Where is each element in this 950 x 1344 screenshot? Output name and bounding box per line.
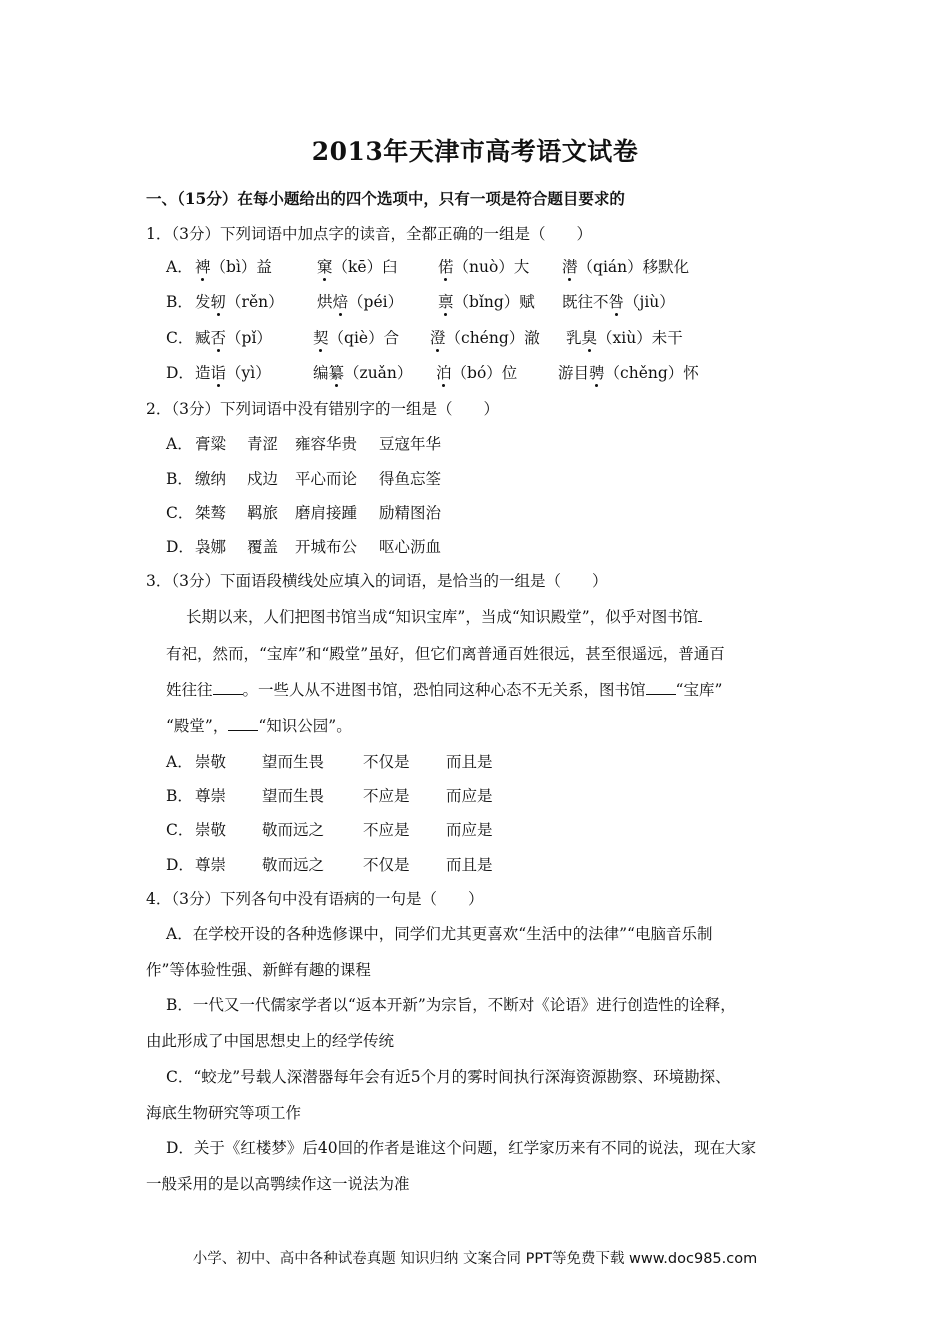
word-3: 禀（bǐng）赋 [438,293,535,311]
word-3: 偌（nuò）大 [438,258,530,276]
question-4-option-a-line-2: 作”等体验性强、新鲜有趣的课程 [146,961,371,979]
question-4-option-d-line-2: 一般采用的是以高鹗续作这一说法为准 [146,1175,410,1193]
question-2-option-c: C． 桀骜 羁旅 磨肩接踵 励精图治 [166,504,442,522]
word-2: 窠（kē）臼 [317,258,398,276]
fill-blank [698,607,702,622]
fill-blank [646,680,676,695]
question-1-option-d [166,362,699,384]
passage-line-4: “殿堂”， “知识公园”。 [166,717,352,735]
question-2-stem: 2．（3分）下列词语中没有错别字的一组是（ ） [146,400,499,418]
question-1-option-a [166,256,690,278]
option-label: C． [166,329,194,347]
passage-line-1: 长期以来，人们把图书馆当成“知识宝库”，当成“知识殿堂”，似乎对图书馆 [186,606,702,628]
word-4: 潜（qián）移默化 [562,258,690,276]
word-1: 裨（bì）益 [195,258,272,276]
question-4-option-c-line-2: 海底生物研究等项工作 [146,1104,302,1122]
question-2-option-a: A． 膏粱 青涩 雍容华贵 豆寇年华 [166,435,442,453]
word-3: 泊（bó）位 [436,364,518,382]
passage-line-3: 姓往往 。一些人从不进图书馆，恐怕同这种心态不无关系，图书馆 “宝库” [166,681,723,699]
word-4: 既往不咎（jiù） [562,293,675,311]
question-2-option-d: D． 袅娜 覆盖 开城布公 呕心沥血 [166,538,442,556]
question-4-option-a-line-1: A．在学校开设的各种选修课中，同学们尤其更喜欢“生活中的法律”“电脑音乐制 [166,925,713,943]
question-3-option-a: A． 崇敬 望而生畏 不仅是 而且是 [166,753,493,771]
question-1-option-c [166,327,683,349]
word-2: 契（qiè）合 [313,329,400,347]
word-1: 造诣（yì） [195,364,271,382]
fill-blank [213,680,243,695]
word-2: 编纂（zuǎn） [313,364,413,382]
question-1-stem: 1．（3分）下列词语中加点字的读音，全都正确的一组是（ ） [146,225,592,243]
question-2-option-b: B． 缴纳 戍边 平心而论 得鱼忘筌 [166,470,442,488]
option-label: B． [166,293,193,311]
question-3-option-b: B． 尊崇 望而生畏 不应是 而应是 [166,787,493,805]
question-3-stem: 3．（3分）下面语段横线处应填入的词语，是恰当的一组是（ ） [146,572,608,590]
word-1: 臧否（pǐ） [195,329,272,347]
question-1-option-b [166,291,675,313]
option-label: D． [166,364,194,382]
word-1: 发轫（rěn） [195,293,284,311]
word-3: 澄（chéng）澈 [430,329,540,347]
section-heading: 一、（15分）在每小题给出的四个选项中，只有一项是符合题目要求的 [146,189,625,208]
question-4-option-b-line-2: 由此形成了中国思想史上的经学传统 [146,1032,395,1050]
option-label: A． [166,258,193,276]
question-4-option-b-line-1: B．一代又一代儒家学者以“返本开新”为宗旨，不断对《论语》进行创造性的诠释， [166,996,736,1014]
word-4: 游目骋（chěng）怀 [558,364,699,382]
word-2: 烘焙（péi） [317,293,404,311]
question-4-option-d-line-1: D．关于《红楼梦》后40回的作者是谁这个问题，红学家历来有不同的说法，现在大家 [166,1139,757,1157]
fill-blank [228,716,258,731]
footer-banner: 小学、初中、高中各种试卷真题 知识归纳 文案合同 PPT等免费下载 www.doc985.com [192,1251,758,1267]
word-4: 乳臭（xiù）未干 [566,329,683,347]
question-3-option-d: D． 尊崇 敬而远之 不仅是 而且是 [166,856,493,874]
question-3-option-c: C． 崇敬 敬而远之 不应是 而应是 [166,821,493,839]
question-4-option-c-line-1: C．“蛟龙”号载人深潜器每年会有近5个月的雾时间执行深海资源勘察、环境勘探、 [166,1068,731,1086]
question-4-stem: 4．（3分）下列各句中没有语病的一句是（ ） [146,890,484,908]
passage-line-2: 有祀，然而，“宝库”和“殿堂”虽好，但它们离普通百姓很远，甚至很遥远，普通百 [166,645,725,663]
page-title: 2013年天津市高考语文试卷 [311,137,639,166]
